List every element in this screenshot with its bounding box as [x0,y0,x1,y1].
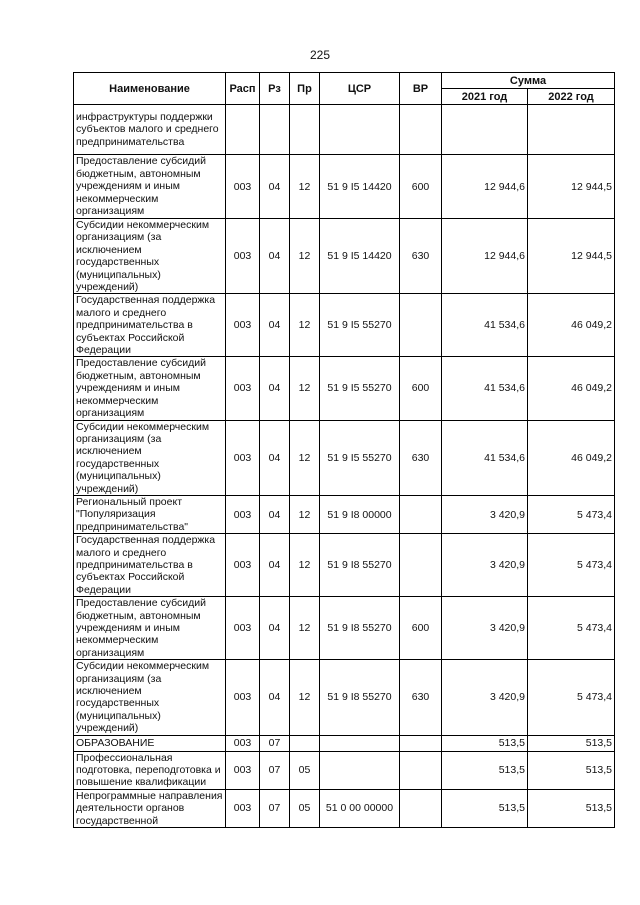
row-pr: 12 [290,534,320,597]
row-csr: 51 9 I5 55270 [320,420,400,495]
row-rz: 07 [260,751,290,789]
row-name: Профессиональная подготовка, переподготовка и повышение квалификации [74,751,226,789]
row-csr: 51 9 I8 55270 [320,597,400,660]
header-rasp: Расп [226,73,260,105]
row-name: Непрограммные направления деятельности органов государственной [74,789,226,827]
row-sum-2021: 513,5 [442,751,528,789]
row-sum-2022: 12 944,5 [528,155,615,219]
row-rz: 07 [260,735,290,751]
row-name: инфраструктуры поддержки субъектов малого и среднего предпринимательства [74,105,226,155]
row-rasp: 003 [226,357,260,420]
table-row [74,105,615,155]
row-rasp: 003 [226,735,260,751]
row-name: Субсидии некоммерческим организациям (за исключением государственных (муниципальных) учреждений) [74,219,226,294]
header-vr: ВР [400,73,442,105]
row-pr: 12 [290,597,320,660]
row-name: Региональный проект "Популяризация предпринимательства" [74,495,226,533]
row-csr [320,751,400,789]
row-name: Государственная поддержка малого и среднего предпринимательства в субъектах Российской Федерации [74,534,226,597]
row-csr: 51 9 I8 55270 [320,660,400,735]
row-sum-2021: 12 944,6 [442,219,528,294]
row-vr: 600 [400,155,442,219]
row-rz: 04 [260,534,290,597]
row-sum-2021: 3 420,9 [442,597,528,660]
row-pr: 12 [290,357,320,420]
row-vr [400,735,442,751]
table-row [74,597,615,660]
row-pr: 12 [290,495,320,533]
row-sum-2021 [442,105,528,155]
row-csr: 51 9 I5 14420 [320,219,400,294]
row-rasp: 003 [226,534,260,597]
table-row [74,357,615,420]
row-rz: 04 [260,219,290,294]
row-sum-2021: 513,5 [442,735,528,751]
row-rasp: 003 [226,294,260,357]
row-sum-2021: 12 944,6 [442,155,528,219]
row-pr [290,735,320,751]
row-csr: 51 9 I8 55270 [320,534,400,597]
table-row [74,534,615,597]
row-pr: 12 [290,660,320,735]
row-sum-2021: 513,5 [442,789,528,827]
header-year-2022: 2022 год [528,89,615,105]
row-name: Предоставление субсидий бюджетным, автономным учреждениям и иным некоммерческим организациям [74,357,226,420]
table-row [74,495,615,533]
row-vr [400,751,442,789]
header-name: Наименование [74,73,226,105]
table-row [74,789,615,827]
row-csr [320,735,400,751]
row-vr: 600 [400,597,442,660]
row-csr: 51 9 I5 55270 [320,294,400,357]
row-vr: 630 [400,420,442,495]
row-csr: 51 9 I8 00000 [320,495,400,533]
row-csr [320,105,400,155]
header-year-2021: 2021 год [442,89,528,105]
row-vr [400,294,442,357]
row-sum-2021: 41 534,6 [442,294,528,357]
row-vr [400,105,442,155]
row-rasp: 003 [226,789,260,827]
row-sum-2021: 41 534,6 [442,420,528,495]
row-csr: 51 9 I5 14420 [320,155,400,219]
row-csr: 51 9 I5 55270 [320,357,400,420]
row-rasp: 003 [226,495,260,533]
row-sum-2021: 3 420,9 [442,534,528,597]
row-csr: 51 0 00 00000 [320,789,400,827]
row-pr: 12 [290,294,320,357]
row-rz [260,105,290,155]
row-rz: 04 [260,155,290,219]
row-rz: 04 [260,294,290,357]
page-number: 225 [309,48,331,62]
row-rz: 04 [260,495,290,533]
row-sum-2022: 5 473,4 [528,597,615,660]
row-rz: 04 [260,660,290,735]
row-pr: 12 [290,219,320,294]
table-row [74,294,615,357]
budget-table [73,72,615,828]
row-sum-2021: 3 420,9 [442,660,528,735]
row-sum-2021: 41 534,6 [442,357,528,420]
row-rz: 04 [260,357,290,420]
row-pr [290,105,320,155]
row-pr: 12 [290,155,320,219]
table-row [74,155,615,219]
row-rasp: 003 [226,597,260,660]
row-sum-2022: 5 473,4 [528,660,615,735]
row-name: Государственная поддержка малого и среднего предпринимательства в субъектах Российской Федерации [74,294,226,357]
row-sum-2021: 3 420,9 [442,495,528,533]
row-vr: 630 [400,660,442,735]
row-rasp: 003 [226,751,260,789]
row-vr [400,495,442,533]
header-rz: Рз [260,73,290,105]
header-sum: Сумма [442,73,615,89]
row-vr [400,534,442,597]
row-rasp: 003 [226,219,260,294]
row-vr: 630 [400,219,442,294]
table-row [74,735,615,751]
row-vr [400,789,442,827]
row-pr: 05 [290,789,320,827]
row-name: ОБРАЗОВАНИЕ [74,735,226,751]
row-name: Субсидии некоммерческим организациям (за исключением государственных (муниципальных) учреждений) [74,420,226,495]
table-row [74,219,615,294]
row-name: Предоставление субсидий бюджетным, автономным учреждениям и иным некоммерческим организациям [74,155,226,219]
row-name: Субсидии некоммерческим организациям (за исключением государственных (муниципальных) учреждений) [74,660,226,735]
row-rz: 04 [260,420,290,495]
row-sum-2022: 12 944,5 [528,219,615,294]
row-sum-2022: 513,5 [528,751,615,789]
row-sum-2022: 5 473,4 [528,534,615,597]
header-pr: Пр [290,73,320,105]
table-body [74,105,615,828]
row-rasp [226,105,260,155]
row-sum-2022 [528,105,615,155]
row-sum-2022: 46 049,2 [528,420,615,495]
row-pr: 12 [290,420,320,495]
table-row [74,660,615,735]
header-csr: ЦСР [320,73,400,105]
row-sum-2022: 5 473,4 [528,495,615,533]
row-vr: 600 [400,357,442,420]
row-rz: 04 [260,597,290,660]
row-rasp: 003 [226,420,260,495]
row-sum-2022: 513,5 [528,735,615,751]
row-sum-2022: 46 049,2 [528,294,615,357]
row-name: Предоставление субсидий бюджетным, автономным учреждениям и иным некоммерческим организациям [74,597,226,660]
table-row [74,420,615,495]
table-row [74,751,615,789]
row-sum-2022: 46 049,2 [528,357,615,420]
row-pr: 05 [290,751,320,789]
row-rz: 07 [260,789,290,827]
row-sum-2022: 513,5 [528,789,615,827]
row-rasp: 003 [226,660,260,735]
row-rasp: 003 [226,155,260,219]
